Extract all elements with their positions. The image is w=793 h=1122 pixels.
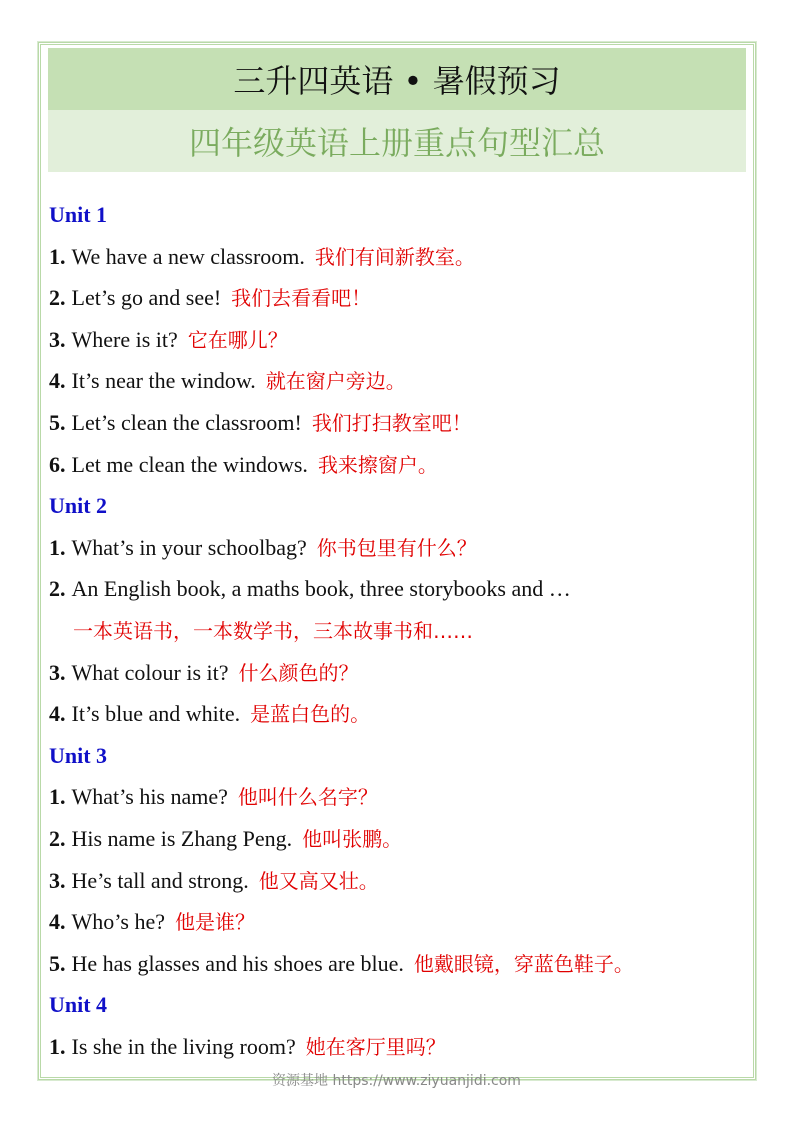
item-number: 2. bbox=[49, 576, 66, 602]
english-sentence: Who’s he? bbox=[71, 909, 165, 935]
english-sentence: What’s in your schoolbag? bbox=[71, 534, 307, 560]
chinese-translation: 是蓝白色的。 bbox=[250, 702, 371, 727]
page-subtitle: 四年级英语上册重点句型汇总 bbox=[48, 110, 746, 172]
unit-heading bbox=[49, 735, 749, 777]
unit-heading bbox=[49, 984, 749, 1026]
sentence-item bbox=[49, 1026, 749, 1068]
item-number: 4. bbox=[49, 701, 66, 727]
chinese-translation: 什么颜色的？ bbox=[238, 660, 359, 685]
watermark-footer: 资源基地 https://www.ziyuanjidi.com bbox=[272, 1073, 521, 1089]
sentence-list bbox=[49, 194, 749, 1067]
sentence-item bbox=[49, 319, 749, 361]
english-sentence: Let’s clean the classroom! bbox=[71, 409, 302, 435]
item-number: 4. bbox=[49, 909, 66, 935]
unit-label: Unit 4 bbox=[49, 992, 108, 1018]
item-number: 5. bbox=[49, 409, 66, 435]
unit-label: Unit 2 bbox=[49, 493, 108, 519]
chinese-translation: 她在客厅里吗？ bbox=[305, 1034, 446, 1059]
sentence-item bbox=[49, 402, 749, 444]
sentence-item bbox=[49, 693, 749, 735]
sentence-continuation bbox=[49, 610, 749, 652]
unit-label: Unit 3 bbox=[49, 742, 108, 768]
sentence-item bbox=[49, 652, 749, 694]
english-sentence: He has glasses and his shoes are blue. bbox=[71, 950, 404, 976]
english-sentence: He’s tall and strong. bbox=[71, 867, 249, 893]
item-number: 2. bbox=[49, 825, 66, 851]
item-number: 3. bbox=[49, 326, 66, 352]
chinese-translation: 我们打扫教室吧！ bbox=[311, 410, 472, 435]
chinese-translation: 我们有间新教室。 bbox=[314, 244, 475, 269]
english-sentence: We have a new classroom. bbox=[71, 243, 305, 269]
sentence-item bbox=[49, 943, 749, 985]
english-sentence: What colour is it? bbox=[71, 659, 229, 685]
sentence-item bbox=[49, 568, 749, 610]
english-sentence: Let me clean the windows. bbox=[71, 451, 308, 477]
chinese-translation: 他叫什么名字？ bbox=[237, 785, 378, 810]
english-sentence: His name is Zhang Peng. bbox=[71, 825, 293, 851]
sentence-item bbox=[49, 527, 749, 569]
item-number: 3. bbox=[49, 659, 66, 685]
english-sentence: Where is it? bbox=[71, 326, 178, 352]
item-number: 1. bbox=[49, 534, 66, 560]
item-number: 1. bbox=[49, 243, 66, 269]
sentence-item bbox=[49, 277, 749, 319]
item-number: 3. bbox=[49, 867, 66, 893]
sentence-item bbox=[49, 360, 749, 402]
sentence-item bbox=[49, 901, 749, 943]
unit-heading bbox=[49, 194, 749, 236]
sentence-item bbox=[49, 860, 749, 902]
sentence-item bbox=[49, 236, 749, 278]
chinese-translation: 他叫张鹏。 bbox=[302, 826, 403, 851]
english-sentence: An English book, a maths book, three storybooks and … bbox=[71, 576, 571, 602]
item-number: 1. bbox=[49, 784, 66, 810]
page-title: 三升四英语 • 暑假预习 bbox=[48, 48, 746, 110]
english-sentence: Let’s go and see! bbox=[71, 285, 222, 311]
sentence-item bbox=[49, 444, 749, 486]
chinese-translation: 他又高又壮。 bbox=[258, 868, 379, 893]
chinese-translation: 他戴眼镜，穿蓝色鞋子。 bbox=[413, 951, 634, 976]
english-sentence: It’s blue and white. bbox=[71, 701, 241, 727]
sentence-item bbox=[49, 818, 749, 860]
item-number: 5. bbox=[49, 950, 66, 976]
english-sentence: What’s his name? bbox=[71, 784, 228, 810]
chinese-translation: 它在哪儿？ bbox=[187, 327, 288, 352]
item-number: 6. bbox=[49, 451, 66, 477]
chinese-translation: 一本英语书，一本数学书，三本故事书和…… bbox=[73, 618, 473, 643]
item-number: 1. bbox=[49, 1033, 66, 1059]
chinese-translation: 他是谁？ bbox=[174, 910, 255, 935]
unit-heading bbox=[49, 485, 749, 527]
english-sentence: Is she in the living room? bbox=[71, 1033, 296, 1059]
chinese-translation: 你书包里有什么？ bbox=[316, 535, 477, 560]
unit-label: Unit 1 bbox=[49, 202, 108, 227]
sentence-item bbox=[49, 776, 749, 818]
chinese-translation: 就在窗户旁边。 bbox=[265, 369, 406, 394]
chinese-translation: 我们去看看吧！ bbox=[231, 286, 372, 311]
item-number: 4. bbox=[49, 368, 66, 394]
chinese-translation: 我来擦窗户。 bbox=[317, 452, 438, 477]
item-number: 2. bbox=[49, 285, 66, 311]
english-sentence: It’s near the window. bbox=[71, 368, 256, 394]
